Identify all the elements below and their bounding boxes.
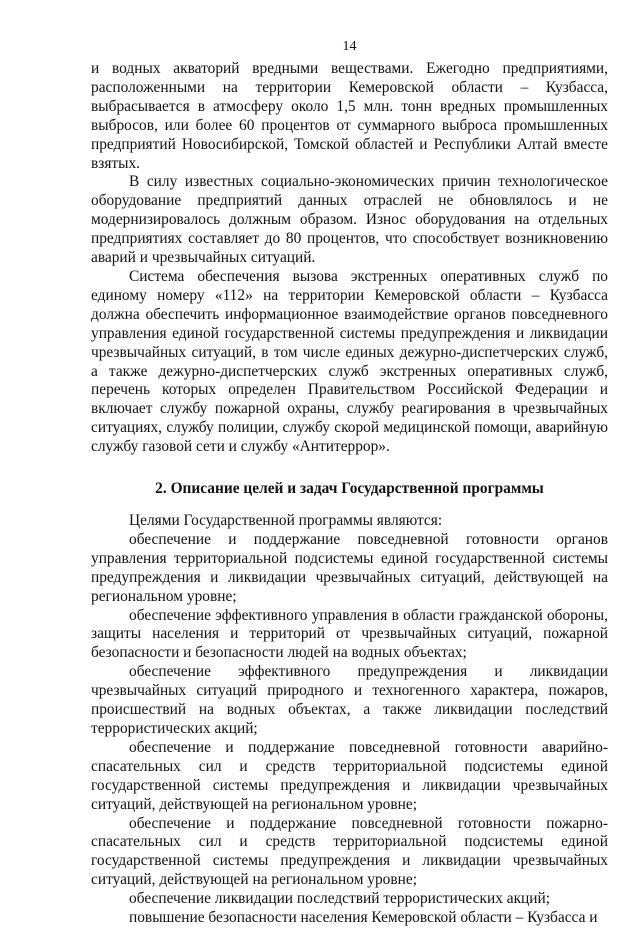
goal-item: обеспечение эффективного управления в области гражданской обороны, защиты населения и территорий от чрезвычайных ситуаций, пожарной безопасности и безопасности людей на водных объектах; <box>91 606 608 662</box>
document-body <box>91 60 608 928</box>
goal-item: обеспечение и поддержание повседневной готовности органов управления территориальной подсистемы единой государственной системы предупреждения и ликвидации чрезвычайных ситуаций, действующей на региональном уровне; <box>91 530 608 605</box>
paragraph-continuation: и водных акваторий вредными веществами. Ежегодно предприятиями, расположенными на территории Кемеровской области – Кузбасса, выбрасывается в атмосферу около 1,5 млн. тонн вредных промышленных выбросов, или более 60 процентов от суммарного выброса промышленных предприятий Новосибирской, Томской областей и Республики Алтай вместе взятых. <box>91 60 608 172</box>
goal-item: обеспечение ликвидации последствий террористических акций; <box>129 890 551 908</box>
goal-item: повышение безопасности населения Кемеровской области – Кузбасса и <box>129 909 598 927</box>
goal-item: обеспечение и поддержание повседневной готовности аварийно-спасательных сил и средств территориальной подсистемы единой государственной системы предупреждения и ликвидации чрезвычайных ситуаций, действующей на региональном уровне; <box>91 738 608 813</box>
paragraph-equipment: В силу известных социально-экономических причин технологическое оборудование предприятий данных отраслей не обновлялось и не модернизировалось должным образом. Износ оборудования на отдельных предприятиях составляет до 80 процентов, что способствует возникновению аварий и чрезвычайных ситуаций. <box>91 173 608 267</box>
paragraph-system-112: Система обеспечения вызова экстренных оперативных служб по единому номеру «112» на территории Кемеровской области – Кузбасса должна обеспечить информационное взаимодействие органов повседневного управления единой государственной системы предупреждения и ликвидации чрезвычайных ситуаций, в том числе единых дежурно-диспетчерских служб, а также дежурно-диспетчерских служб экстренных оперативных служб, перечень которых определен Правительством Российской Федерации и включает службу пожарной охраны, службу реагирования в чрезвычайных ситуациях, службу полиции, службу скорой медицинской помощи, аварийную службу газовой сети и службу «Антитеррор». <box>91 267 608 456</box>
goal-item: обеспечение и поддержание повседневной готовности пожарно-спасательных сил и средств территориальной подсистемы единой государственной системы предупреждения и ликвидации чрезвычайных ситуаций, действующей на региональном уровне; <box>91 814 608 889</box>
goal-item: обеспечение эффективного предупреждения и ликвидации чрезвычайных ситуаций природного и техногенного характера, пожаров, происшествий на водных объектах, а также ликвидации последствий террористических акций; <box>91 663 608 737</box>
paragraph-goals-intro: Целями Государственной программы являются: <box>129 512 443 530</box>
page-number: 14 <box>342 39 357 54</box>
section-heading: 2. Описание целей и задач Государственной программы <box>155 480 544 498</box>
